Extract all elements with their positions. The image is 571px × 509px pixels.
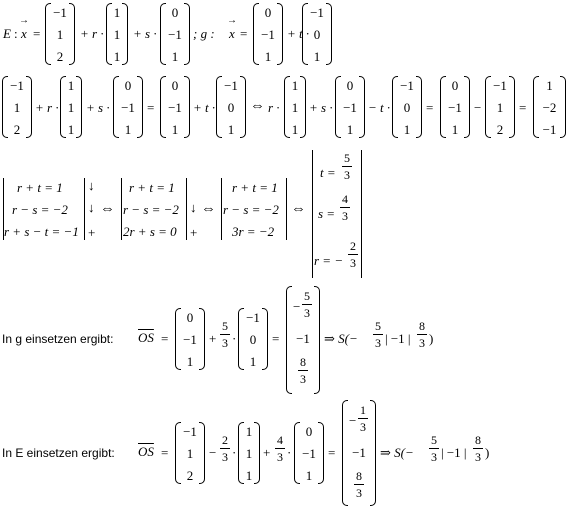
vec-entry: 1 <box>67 122 75 137</box>
vec-entry: −1 <box>448 100 462 115</box>
vec-entry: 0 <box>264 5 272 20</box>
substitute-in-E <box>0 398 571 509</box>
denominator: 3 <box>222 336 228 350</box>
operation-plus: + <box>88 225 96 240</box>
r-fraction <box>348 240 358 269</box>
vector <box>238 308 268 370</box>
vec-entry: −1 <box>296 331 310 346</box>
linear-system-solution <box>0 150 571 280</box>
vec-entry: 2 <box>13 122 21 137</box>
s-fraction <box>340 193 350 222</box>
equivalence-arrow: ⇔ <box>100 201 115 217</box>
equation: r + t = 1 <box>17 180 63 195</box>
vec-entry: 1 <box>186 446 194 461</box>
vector <box>335 76 365 138</box>
vec-entry: 1 <box>291 100 299 115</box>
minus: − <box>209 445 217 460</box>
denominator: 3 <box>431 450 437 464</box>
denominator: 3 <box>475 450 481 464</box>
equation: r + t = 1 <box>129 180 175 195</box>
entry-fraction <box>354 470 364 499</box>
numerator: 2 <box>222 433 228 447</box>
equals: = <box>272 331 280 346</box>
equation: r + s − t = −1 <box>4 224 79 239</box>
solution-bar <box>312 150 313 278</box>
os-vector: $\overline{OS}$ <box>138 444 154 459</box>
vec-entry: 1 <box>113 49 121 64</box>
vec-entry: −1 <box>261 27 275 42</box>
point-result: ⇒ S(− <box>380 445 414 460</box>
system-bar <box>286 178 287 240</box>
equals: = <box>240 26 248 41</box>
plane-label: E <box>3 26 11 41</box>
vec-entry: 0 <box>305 424 313 439</box>
vec-entry: 1 <box>245 446 253 461</box>
vector <box>392 76 422 138</box>
dot: · <box>287 445 292 460</box>
t-lhs: t = <box>320 165 336 180</box>
vec-entry: −1 <box>542 122 557 137</box>
entry-fraction <box>298 356 308 385</box>
vec-entry: 1 <box>291 122 299 137</box>
numerator: 5 <box>344 151 350 165</box>
numerator: 5 <box>431 433 437 447</box>
denominator: 3 <box>342 209 348 223</box>
vector <box>485 76 515 138</box>
equation: r − s = −2 <box>123 202 179 217</box>
operation-plus: + <box>190 225 198 240</box>
plus-s: + s · <box>86 100 110 115</box>
s-lhs: s = <box>318 206 336 221</box>
denominator: 3 <box>356 486 362 500</box>
vec-entry: 2 <box>496 122 504 137</box>
denominator: 3 <box>277 450 283 464</box>
equals: = <box>328 445 336 460</box>
coord-fraction <box>473 434 483 463</box>
equation: r − s = −2 <box>12 202 68 217</box>
system-bar <box>186 178 187 240</box>
vec-entry: −1 <box>183 424 197 439</box>
equivalence-arrow: ⇔ <box>201 201 216 217</box>
vec-entry: 0 <box>186 310 194 325</box>
r-dot: r · <box>268 100 280 115</box>
operation-arrow: ↓ <box>88 200 95 215</box>
vector <box>238 422 260 484</box>
vec-entry: −1 <box>400 78 414 93</box>
operation-arrow: ↓ <box>190 200 197 215</box>
vec-entry: 1 <box>305 468 313 483</box>
t-fraction <box>342 152 352 181</box>
equation: r + t = 1 <box>232 180 278 195</box>
vec-entry: 1 <box>186 354 194 369</box>
vec-entry: 1 <box>403 122 411 137</box>
vec-entry: 1 <box>67 78 75 93</box>
vec-entry: −1 <box>168 27 182 42</box>
vec-entry: 1 <box>113 5 121 20</box>
difference-vector <box>533 76 566 138</box>
equals: = <box>426 100 434 115</box>
plane-and-line-definition <box>0 0 571 70</box>
label-text: In E einsetzen ergibt: <box>2 446 115 460</box>
vector <box>113 76 143 138</box>
vec-entry: −1 <box>10 78 24 93</box>
vec-entry: −1 <box>246 310 260 325</box>
equation: 2r + s = 0 <box>123 224 177 239</box>
equation: 3r = −2 <box>232 224 275 239</box>
vector <box>284 76 306 138</box>
numerator: 8 <box>419 319 425 333</box>
vec-entry: 1 <box>67 100 75 115</box>
vec-entry: 2 <box>186 468 194 483</box>
vec-entry: 0 <box>451 78 459 93</box>
denominator: 3 <box>419 336 425 350</box>
system-bar <box>121 178 122 240</box>
close-paren: ) <box>429 331 434 346</box>
denominator: 3 <box>222 450 228 464</box>
result-vector <box>342 400 376 506</box>
equals: = <box>519 100 527 115</box>
factor-fraction <box>275 434 285 463</box>
vec-entry: 1 <box>245 468 253 483</box>
equals: = <box>33 26 41 41</box>
numerator: 8 <box>356 469 362 483</box>
vec-entry: 1 <box>451 122 459 137</box>
vec-entry: −1 <box>183 332 197 347</box>
equating-equation <box>0 74 571 144</box>
dot: · <box>232 331 237 346</box>
factor-fraction <box>220 320 230 349</box>
vector <box>160 76 190 138</box>
numerator: 8 <box>300 355 306 369</box>
close-paren: ) <box>485 445 490 460</box>
vector <box>294 422 324 484</box>
minus: − <box>474 100 482 115</box>
vec-entry: 0 <box>124 78 132 93</box>
vec-entry: 1 <box>113 27 121 42</box>
direction-vector-1 <box>106 3 128 65</box>
coord-fraction <box>429 434 439 463</box>
vec-entry: 1 <box>13 100 21 115</box>
vec-entry: 1 <box>546 78 553 93</box>
denominator: 3 <box>304 306 310 320</box>
vector-arrow: → <box>19 15 29 26</box>
vec-entry: 0 <box>346 78 354 93</box>
factor-fraction <box>220 434 230 463</box>
vec-entry: −1 <box>53 5 67 20</box>
coord-fraction <box>417 320 427 349</box>
vec-entry: 1 <box>227 122 235 137</box>
vec-entry: 1 <box>171 49 179 64</box>
denominator: 3 <box>350 256 356 270</box>
coord-separator: | −1 | <box>385 331 411 346</box>
vector <box>60 76 82 138</box>
numerator: 5 <box>375 319 381 333</box>
os-vector: $\overline{OS}$ <box>138 330 154 345</box>
direction-vector-g <box>302 3 332 65</box>
sign: − <box>349 413 357 428</box>
vec-entry: −1 <box>302 446 316 461</box>
vec-entry: 2 <box>56 49 64 64</box>
vec-entry: −1 <box>493 78 507 93</box>
vector <box>216 76 246 138</box>
equals: = <box>161 331 169 346</box>
vec-entry: 0 <box>171 5 179 20</box>
numerator: 4 <box>277 433 283 447</box>
entry-fraction <box>358 404 368 433</box>
numerator: 8 <box>475 433 481 447</box>
vec-entry: −1 <box>310 5 324 20</box>
coord-fraction <box>373 320 383 349</box>
vec-entry: 1 <box>245 424 253 439</box>
vec-entry: −1 <box>343 100 357 115</box>
plus-s: + s · <box>133 26 157 41</box>
vec-entry: 1 <box>346 122 354 137</box>
vec-entry: −2 <box>542 100 557 115</box>
vec-entry: −1 <box>121 100 135 115</box>
vec-entry: 0 <box>403 100 411 115</box>
denominator: 3 <box>300 372 306 386</box>
coord-separator: | −1 | <box>441 445 467 460</box>
denominator: 3 <box>375 336 381 350</box>
denominator: 3 <box>344 168 350 182</box>
vector <box>440 76 470 138</box>
numerator: 2 <box>350 239 356 253</box>
numerator: 5 <box>222 319 228 333</box>
sign: − <box>293 299 301 314</box>
plus: + <box>263 445 271 460</box>
equivalence-arrow: ⇔ <box>250 98 265 114</box>
direction-vector-2 <box>160 3 190 65</box>
vector-arrow: → <box>227 15 237 26</box>
vec-entry: 0 <box>227 100 235 115</box>
equation: r − s = −2 <box>223 202 279 217</box>
vec-entry: 0 <box>249 332 257 347</box>
system-bar <box>84 178 85 240</box>
equivalence-arrow: ⇔ <box>291 201 306 217</box>
point-result: ⇒ S(− <box>324 331 358 346</box>
numerator: 1 <box>360 403 366 417</box>
minus-t: − t · <box>368 100 391 115</box>
vec-entry: 1 <box>249 354 257 369</box>
vector <box>175 422 205 484</box>
x-vector-var: x <box>21 26 27 41</box>
vec-entry: −1 <box>168 100 182 115</box>
colon: : <box>14 26 18 41</box>
vec-entry: 0 <box>313 27 321 42</box>
system-bar <box>221 178 222 240</box>
plus-s: + s · <box>309 100 333 115</box>
denominator: 3 <box>360 420 366 434</box>
vector <box>175 308 205 370</box>
vec-entry: −1 <box>352 445 366 460</box>
solution-bar <box>361 150 362 278</box>
support-vector-g <box>253 3 283 65</box>
vec-entry: 1 <box>264 49 272 64</box>
dot: · <box>232 445 237 460</box>
vector <box>2 76 32 138</box>
vec-entry: 1 <box>313 49 321 64</box>
equals: = <box>161 445 169 460</box>
vec-entry: 1 <box>124 122 132 137</box>
substitute-in-g <box>0 284 571 396</box>
vec-entry: 1 <box>496 100 504 115</box>
support-vector-E <box>45 3 75 65</box>
x-vector-var-g: x <box>229 26 235 41</box>
vec-entry: 0 <box>171 78 179 93</box>
plus-r: + r · <box>35 100 59 115</box>
plus: + <box>209 331 217 346</box>
vec-entry: −1 <box>224 78 238 93</box>
entry-fraction <box>302 290 312 319</box>
separator-g: ; g : <box>193 26 215 41</box>
equals: = <box>147 100 155 115</box>
r-lhs: r = − <box>314 253 344 268</box>
plus-t: + t · <box>193 100 216 115</box>
plus-r: + r · <box>80 26 104 41</box>
numerator: 5 <box>304 289 310 303</box>
operation-arrow: ↓ <box>88 178 95 193</box>
plus-t: + t · <box>287 26 310 41</box>
vec-entry: 1 <box>291 78 299 93</box>
numerator: 4 <box>342 192 348 206</box>
vec-entry: 1 <box>56 27 64 42</box>
vec-entry: 1 <box>171 122 179 137</box>
label-text: In g einsetzen ergibt: <box>2 332 114 346</box>
result-vector <box>286 286 320 394</box>
